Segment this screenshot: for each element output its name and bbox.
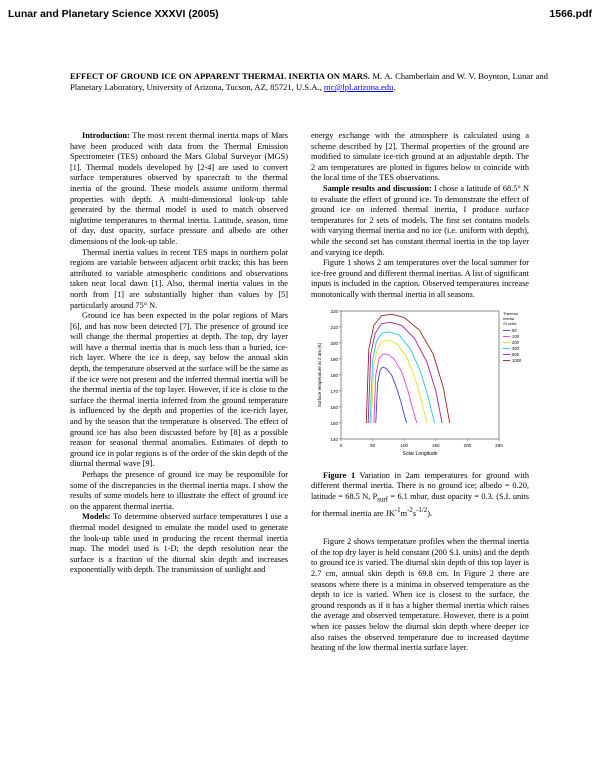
y-tick-label: 170 bbox=[330, 388, 338, 394]
paragraph: Thermal inertia values in recent TES maps in northern polar regions are variable between adjacent orbit tracks; this has been attributed to variable atmospheric conditions and observations taken near local dawn [1]. Also, thermal inertia values in the north from [1] are substantially higher than values by [5] particularly around 75° N. bbox=[70, 247, 288, 310]
results-paragraph bbox=[311, 184, 529, 258]
caption-sub: surf bbox=[377, 496, 389, 504]
series-line-100 bbox=[374, 354, 417, 423]
paragraph: Figure 2 shows temperature profiles when the thermal inertia of the top dry layer is held constant (200 S.I. units) and the depth to ground ice is varied. The diurnal skin depth of this top layer is 2.7 cm, annual skin depth is 69.8 cm. In Figure 2 there are seasons where there is a minima in observed temperature as the depth to ice is varied. When ice is closest to the surface, the ground responds as if it has a higher thermal inertia which raises the average and observed temperature. However, there is a point when ice passes below the diurnal skin depth where deeper ice also raises the observed temperature due to increased daytime heating of the low thermal inertia surface layer. bbox=[311, 537, 529, 653]
figure-1-caption bbox=[311, 471, 529, 520]
legend-label: 200 bbox=[512, 339, 519, 345]
y-tick-label: 140 bbox=[330, 436, 338, 442]
paragraph: Ground ice has been expected in the polar regions of Mars [6], and has now been detected [7]. The presence of ground ice will change the thermal properties at depth. The top, dry layer will have a thermal inertia that is much less than a buried, ice-rich layer. Where the ice is deep, say below the annual skin depth, the temperature observed at the surface will be the same as if the ice were not present and the inferred thermal inertia will be the thermal inertia of the top layer. However, if ice is close to the surface the thermal inertia inferred from the ground temperature is influenced by the depth and properties of the ice-rich layer, and by the season that the temperature is observed. The effect of ground ice has also been discussed before by [8] as a possible reason for seasonal thermal anomalies. Estimates of depth to ground ice in polar regions is of the order of the skin depth of the diurnal thermal wave [9]. bbox=[70, 311, 288, 469]
x-axis-label: Solar Longitude bbox=[402, 450, 438, 457]
paper-title: EFFECT OF GROUND ICE ON APPARENT THERMAL INERTIA ON MARS. bbox=[70, 71, 370, 81]
x-tick-label: 250 bbox=[495, 442, 503, 448]
series-line-200 bbox=[371, 339, 427, 422]
y-tick-label: 210 bbox=[330, 324, 338, 330]
caption-text: s bbox=[412, 508, 417, 518]
caption-sup: -1/2 bbox=[416, 506, 428, 514]
legend-title: SI units bbox=[503, 320, 517, 326]
title-block bbox=[70, 71, 548, 93]
series-line-50 bbox=[376, 367, 407, 423]
figure-1 bbox=[311, 305, 529, 465]
y-axis-label: Surface temperature at 2 am (K) bbox=[317, 342, 322, 407]
intro-text: The most recent thermal inertia maps of Mars have been produced with data from the Thermal Emission Spectrometer (TES) onboard the Mars Global Surveyor (MGS) [1]. Thermal models developed by [2-4] are used to convert surface temperatures observed by spacecraft to the thermal inertia of the ground. These models assume uniform thermal properties with depth. A multi-dimensional look-up table generated by the thermal model is used to match observed nighttime temperatures to thermal inertia. Latitude, season, time of day, dust opacity, surface pressure and albedo are other dimensions of the look-up table. bbox=[70, 131, 288, 246]
legend-label: 300 bbox=[512, 345, 519, 351]
author-list: M. A. Chamberlain and W. V. Boynton, Lunar and Planetary Laboratory, University of Arizona, Tucson, AZ, 85721, U.S.A., bbox=[70, 71, 548, 92]
legend-label: 500 bbox=[512, 351, 519, 357]
header-doc-id: 1566.pdf bbox=[549, 8, 592, 20]
legend-title: Thermal bbox=[503, 310, 518, 316]
y-tick-label: 150 bbox=[330, 420, 338, 426]
intro-heading: Introduction: bbox=[82, 131, 130, 140]
caption-text: = 6.1 mbar, dust opacity = 0.3. (S.I. units for thermal inertia are JK bbox=[311, 491, 530, 518]
x-tick-label: 50 bbox=[370, 442, 376, 448]
y-tick-label: 190 bbox=[330, 356, 338, 362]
series-line-1000 bbox=[366, 314, 449, 423]
caption-sup: -2 bbox=[407, 506, 413, 514]
x-tick-label: 100 bbox=[400, 442, 408, 448]
results-text: I chose a latitude of 68.5° N to evaluate the effect of ground ice. To demonstrate the effect of ground ice on inferred thermal inertia, I produce surface temperatures for 2 sets of models. The first set contains models with varying thermal inertia and no ice (i.e. uniform with depth), while the second set has constant thermal inertia in the top layer and varying ice depth. bbox=[311, 183, 530, 257]
paragraph: energy exchange with the atmosphere is calculated using a scheme described by [2]. Thermal properties of the ground are modified to simulate ice-rich ground at an adjustable depth. The 2 am temperatures are plotted in figures below to coincide with the local time of the TES observations. bbox=[311, 131, 529, 183]
intro-paragraph bbox=[70, 131, 288, 248]
legend-label: 1000 bbox=[512, 357, 522, 363]
legend-label: 50 bbox=[512, 327, 517, 333]
y-tick-label: 180 bbox=[330, 372, 338, 378]
models-text: To determine observed surface temperatures I use a thermal model designed to emulate the model used to generate the look-up table used in producing the recent thermal inertia map. The model used is 1-D; the depth resolution near the surface is a fraction of the diurnal skin depth and increases exponentially with depth. The transmission of sunlight and bbox=[70, 512, 288, 575]
y-tick-label: 220 bbox=[330, 308, 338, 314]
author-email-link[interactable]: mc@lpl.arizona.edu bbox=[323, 82, 394, 92]
paragraph: Figure 1 shows 2 am temperatures over the local summer for ice-free ground and different thermal inertias. A list of significant inputs is included in the caption. Observed temperatures increase monotonically with thermal inertia in all seasons. bbox=[311, 258, 529, 299]
x-tick-label: 150 bbox=[432, 442, 440, 448]
paragraph: Perhaps the presence of ground ice may be responsible for some of the discrepancies in the thermal inertia maps. I show the results of some models here to illustrate the effect of ground ice on the apparent thermal inertia. bbox=[70, 470, 288, 511]
y-tick-label: 200 bbox=[330, 340, 338, 346]
header-title: Lunar and Planetary Science XXXVI (2005) bbox=[8, 8, 219, 20]
plot-frame bbox=[341, 311, 499, 439]
left-column bbox=[70, 131, 288, 576]
figure-1-chart bbox=[311, 305, 529, 465]
legend-label: 100 bbox=[512, 333, 519, 339]
results-heading: Sample results and discussion: bbox=[323, 183, 432, 193]
x-tick-label: 0 bbox=[339, 442, 343, 448]
x-tick-label: 200 bbox=[463, 442, 472, 448]
caption-text: m bbox=[400, 508, 408, 518]
caption-sup: -1 bbox=[394, 506, 401, 514]
title-end: . bbox=[393, 82, 396, 92]
caption-text: Variation in 2am temperatures for ground with different thermal inertia. There is no ground ice; albedo = 0.20, latitude = 68.5 N, P bbox=[311, 470, 530, 501]
caption-label: Figure 1 bbox=[323, 470, 356, 480]
models-paragraph bbox=[70, 512, 288, 576]
models-heading: Models: bbox=[82, 512, 111, 522]
right-column bbox=[311, 131, 529, 654]
y-tick-label: 160 bbox=[330, 404, 338, 410]
legend-title: Inertia bbox=[503, 315, 515, 321]
caption-text: ). bbox=[427, 508, 433, 518]
